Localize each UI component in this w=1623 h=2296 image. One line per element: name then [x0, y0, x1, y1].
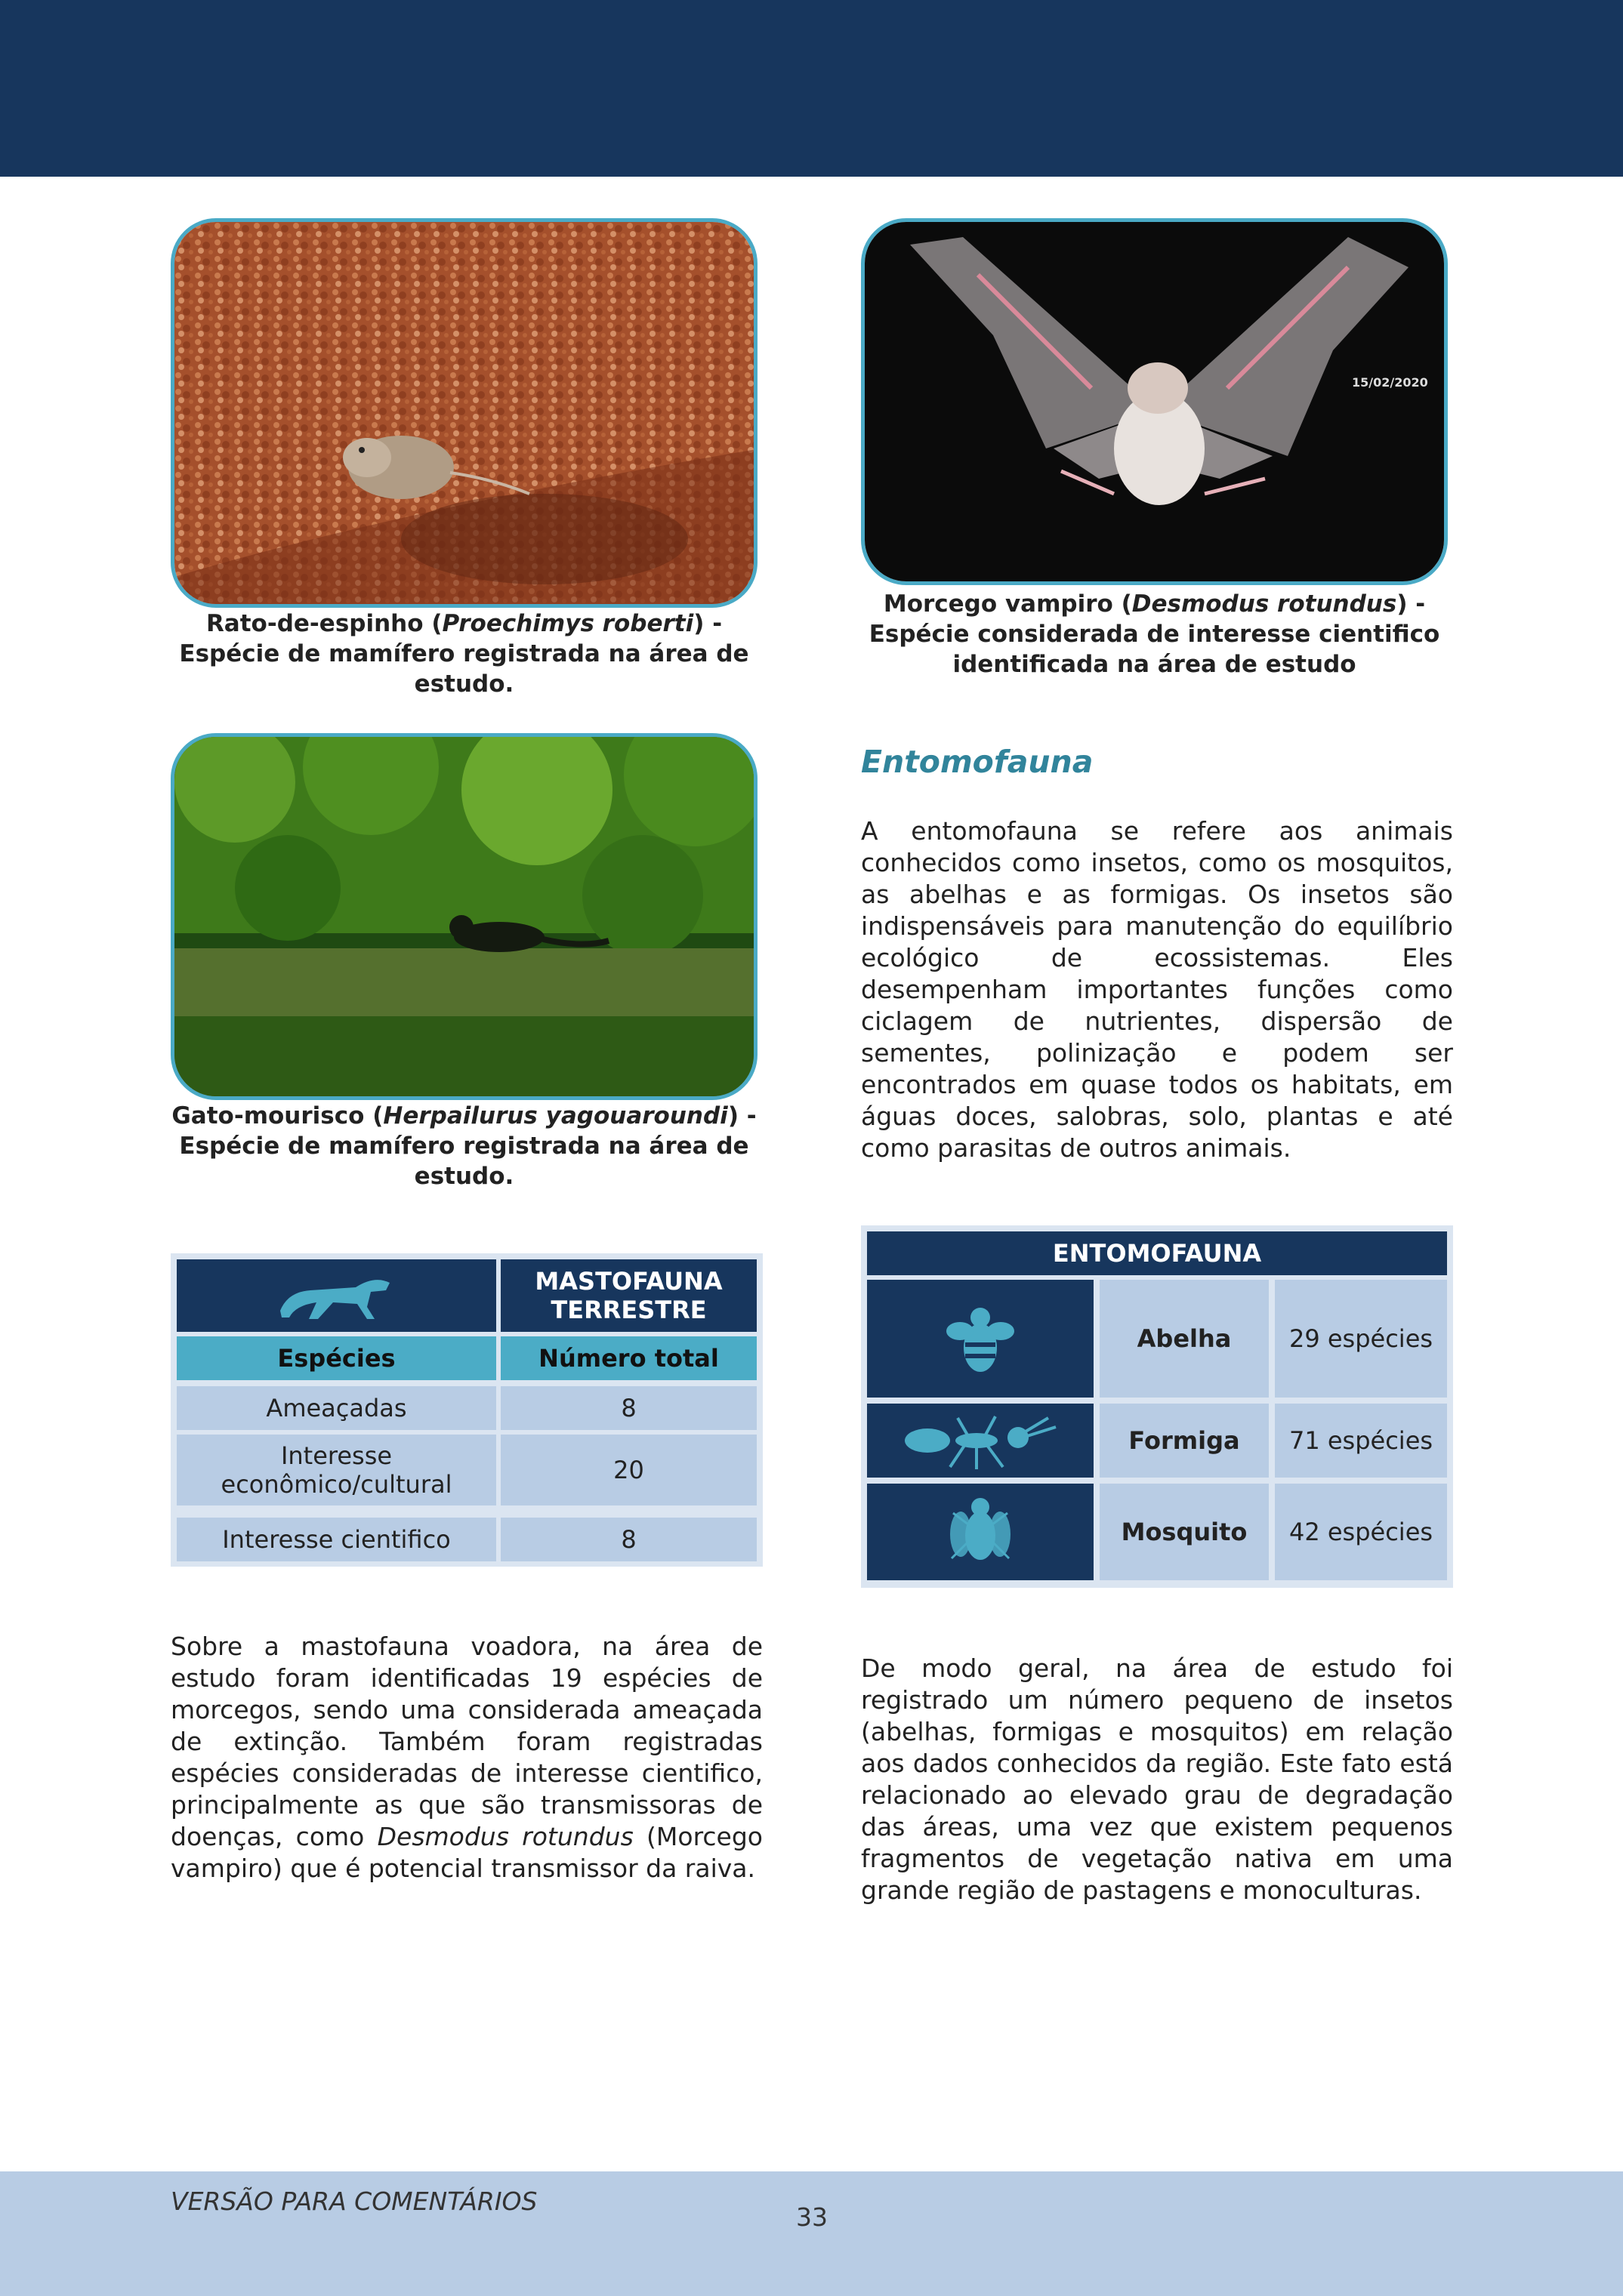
scientific-name: Desmodus rotundus	[1131, 590, 1397, 618]
table-icon-cell	[867, 1484, 1094, 1580]
version-label: VERSÃO PARA COMENTÁRIOS	[171, 2187, 538, 2216]
species-count: 29 espécies	[1288, 1324, 1433, 1353]
table-icon-cell	[867, 1280, 1094, 1398]
entomofauna-paragraph: A entomofauna se refere aos animais conhecidos como insetos, como os mosquitos, as abelhas e as formigas. Os insetos são indispensáveis para manutenção do equilíbrio ecológico de ecossistemas. Eles desempenham importantes funções como ciclagem de nutrientes, dispersão de sementes, polinização e podem ser encontrados em quase todos os habitats, em águas doces, salobras, solo, plantas e até como parasitas de outros animais.	[861, 816, 1453, 1163]
jaguar-icon	[273, 1269, 401, 1322]
column-header	[501, 1336, 757, 1380]
table-cell	[501, 1386, 757, 1430]
column-header-label: Número total	[538, 1344, 719, 1373]
table-icon-cell	[177, 1259, 496, 1332]
section-heading: Entomofauna	[861, 744, 1094, 780]
table-cell	[1275, 1280, 1447, 1398]
table-title-text: ENTOMOFAUNA	[1052, 1239, 1262, 1268]
caption-text: ) - Espécie considerada de interesse cientifico identificada na área de estudo	[869, 590, 1440, 678]
table-cell	[177, 1386, 496, 1430]
table-cell	[1100, 1280, 1269, 1398]
table-title-line: TERRESTRE	[551, 1296, 707, 1324]
table-cell	[177, 1435, 496, 1505]
ant-icon	[897, 1410, 1063, 1471]
row-label: econômico/cultural	[221, 1470, 452, 1499]
paragraph-text: (Morcego vampiro) que é potencial transmissor da raiva.	[171, 1822, 763, 1883]
fly-icon	[943, 1490, 1018, 1573]
scientific-name: Proechimys roberti	[442, 610, 694, 637]
row-value: 8	[621, 1394, 637, 1422]
header-bar	[0, 0, 1623, 177]
table-cell	[501, 1518, 757, 1561]
column-header	[177, 1336, 496, 1380]
insect-name: Abelha	[1137, 1324, 1232, 1353]
table-cell	[1100, 1404, 1269, 1478]
table-cell	[1275, 1404, 1447, 1478]
table-cell	[1275, 1484, 1447, 1580]
caption-text: Rato-de-espinho (	[205, 610, 443, 637]
insect-name: Mosquito	[1121, 1518, 1248, 1546]
caption-text: Gato-mourisco (	[171, 1102, 384, 1130]
bats-paragraph	[171, 1631, 763, 1885]
bee-icon	[946, 1301, 1014, 1376]
table-cell	[501, 1435, 757, 1505]
mastofauna-table	[171, 1253, 763, 1567]
species-count: 71 espécies	[1288, 1426, 1433, 1455]
rat-photo	[171, 218, 758, 608]
cat-photo	[171, 733, 758, 1100]
table-title-line: MASTOFAUNA	[535, 1267, 723, 1296]
caption-text: ) - Espécie de mamífero registrada na área de estudo.	[179, 1102, 757, 1190]
scientific-name: Herpailurus yagouaroundi	[383, 1102, 728, 1130]
scientific-name: Desmodus rotundus	[377, 1822, 634, 1851]
row-label: Ameaçadas	[266, 1394, 407, 1422]
table-title	[501, 1259, 757, 1332]
species-count: 42 espécies	[1288, 1518, 1433, 1546]
insects-paragraph: De modo geral, na área de estudo foi registrado um número pequeno de insetos (abelhas, formigas e mosquitos) em relação aos dados conhecidos da região. Este fato está relacionado ao elevado grau de degradação das áreas, uma vez que existem pequenos fragmentos de vegetação nativa em uma grande região de pastagens e monoculturas.	[861, 1653, 1453, 1905]
table-cell	[177, 1518, 496, 1561]
table-icon-cell	[867, 1404, 1094, 1478]
photo-date: 15/02/2020	[1352, 375, 1428, 390]
row-label: Interesse	[280, 1441, 393, 1470]
row-value: 8	[621, 1525, 637, 1554]
cat-caption	[171, 1101, 758, 1191]
rat-caption	[171, 609, 758, 699]
insect-name: Formiga	[1128, 1426, 1240, 1455]
page-number: 33	[796, 2202, 828, 2232]
row-label: Interesse cientifico	[222, 1525, 451, 1554]
entomofauna-table	[861, 1225, 1453, 1588]
paragraph-text: Sobre a mastofauna voadora, na área de estudo foram identificadas 19 espécies de morcegos, sendo uma considerada ameaçada de extinção. Também foram registradas espécies consideradas de interesse cientifico, principalmente as que são transmissoras de doenças, como	[171, 1632, 763, 1851]
table-title	[867, 1231, 1447, 1275]
bat-photo	[861, 218, 1448, 585]
caption-text: Morcego vampiro (	[883, 590, 1132, 618]
column-header-label: Espécies	[277, 1344, 396, 1373]
table-cell	[1100, 1484, 1269, 1580]
caption-text: ) - Espécie de mamífero registrada na área de estudo.	[179, 610, 749, 698]
row-value: 20	[613, 1456, 644, 1484]
bat-caption	[861, 589, 1448, 680]
